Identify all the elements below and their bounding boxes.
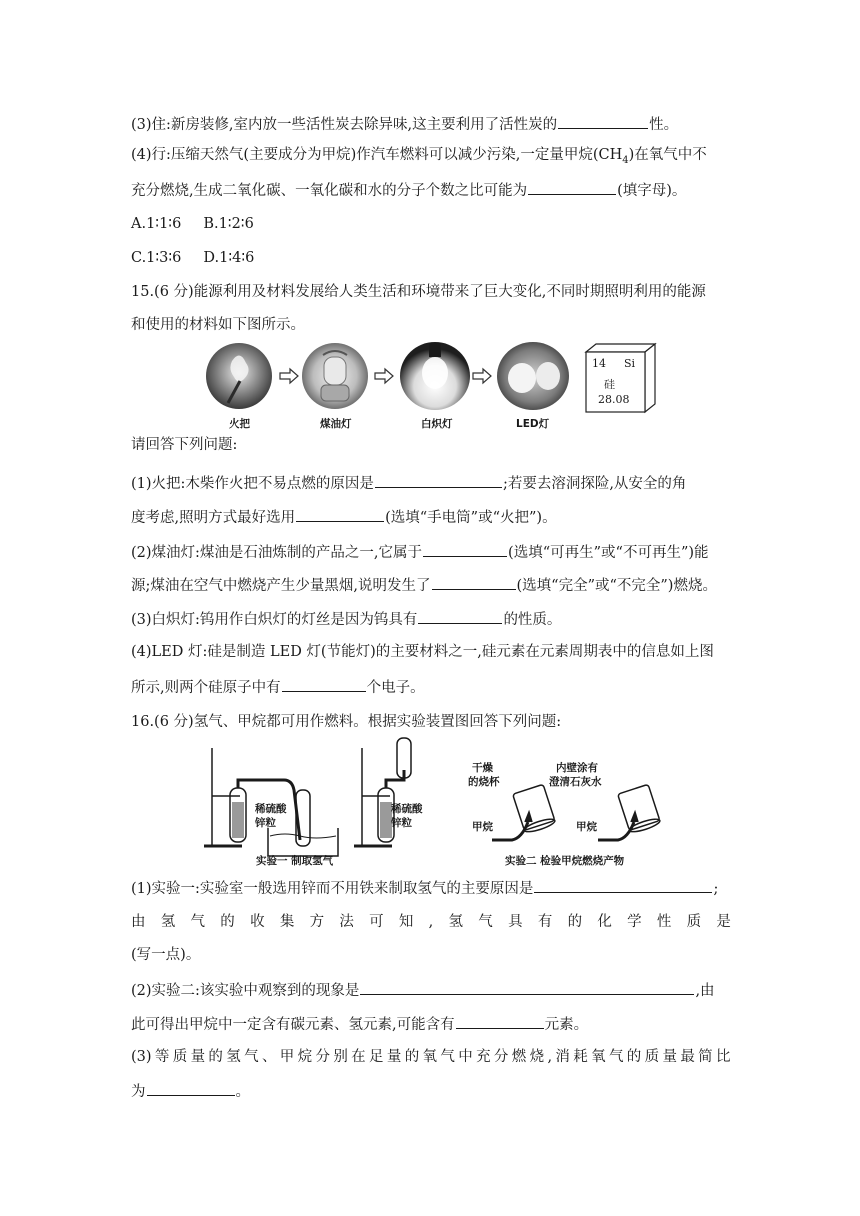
q15-item1-text: (1)火把:木柴作火把不易点燃的原因是 [131,476,374,492]
char: 比 [716,1049,731,1065]
char: 燃 [511,1049,527,1065]
q15-item4-line2-suffix: 个电子。 [366,680,425,696]
char: 氢 [160,914,176,930]
char: 的 [404,1049,420,1065]
dry-beaker [513,784,556,834]
torch-image [206,343,272,409]
char: 量 [190,1049,206,1065]
q16-item1-line1 [131,877,718,899]
char: 气 [190,914,206,930]
char: 气 [244,1049,259,1065]
char: 集 [279,914,295,930]
answer-blank[interactable] [418,608,502,624]
char: 由 [131,914,146,930]
q16-item2-line1 [131,979,715,1001]
char: 等 [154,1049,170,1065]
arrow-icon [280,369,298,383]
char: 充 [476,1049,491,1065]
q14-options-row1 [131,214,254,234]
label-incandescent: 白炽灯 [421,418,453,430]
label-inner-wall-coated: 内壁涂有 [556,762,598,774]
char: 氧 [591,1049,606,1065]
char: 的 [626,1049,642,1065]
char: 气 [608,1049,624,1065]
char: 性 [656,914,672,930]
char: 在 [351,1049,366,1065]
char: 学 [627,914,642,930]
q15-prompt: 请回答下列问题: [131,437,238,453]
q15-item1-line2-text: 度考虑,照明方式最好选用 [131,510,296,526]
q15-item2-line2-text: 源;煤油在空气中燃烧产生少量黑烟,说明发生了 [131,578,431,594]
label-zinc-granules: 锌粒 [255,817,276,829]
char: 简 [698,1049,713,1065]
subscript: 4 [622,154,629,166]
answer-blank[interactable] [147,1080,235,1096]
q16-stem: 16.(6 分)氢气、甲烷都可用作燃料。根据实验装置图回答下列问题: [131,714,562,730]
char: , [428,914,434,930]
option-a: A.1∶1∶6 [131,216,182,232]
label-dry-beaker-2: 的烧杯 [468,776,500,788]
methane-tube-2 [598,822,634,840]
label-torch: 火把 [229,418,250,430]
q16-item2-line2 [131,1013,588,1035]
char: 分 [493,1049,509,1065]
atomic-mass: 28.08 [598,393,630,406]
kerosene-lamp-image [302,343,368,409]
q14-item3 [131,113,678,135]
answer-blank[interactable] [534,877,712,893]
q15-item3 [131,608,561,630]
caption-experiment-1: 实验一 制取氢气 [256,855,334,867]
char: 烷 [297,1049,313,1065]
answer-blank[interactable] [432,574,516,590]
q16-item3-line2 [131,1080,250,1102]
q14-item4-line2-suffix: (填字母)。 [617,183,687,199]
water-trough [268,828,338,856]
q15-item3-suffix: 的性质。 [503,612,562,628]
char: 别 [333,1049,348,1065]
char: 分 [315,1049,330,1065]
q16-item2-line2-text: 此可得出甲烷中一定含有碳元素、氢元素,可能含有 [131,1017,455,1033]
char: 甲 [279,1049,295,1065]
q16-item1-line2 [131,912,731,932]
q14-item3-text: (3)住:新房装修,室内放一些活性炭去除异味,这主要利用了活性炭的 [131,117,558,133]
char: 耗 [573,1049,588,1065]
q16-item1-line3: (写一点)。 [131,947,201,963]
char: 质 [172,1049,188,1065]
label-zinc-granules: 锌粒 [391,817,412,829]
char: 气 [478,914,493,930]
q14-item4-line2 [131,179,686,201]
q15-stem-line2: 和使用的材料如下图所示。 [131,317,305,333]
q15-item2-line2-suffix: (选填“完全”或“不完全”)燃烧。 [516,578,717,594]
q15-item2-suffix: (选填“可再生”或“不可再生”)能 [508,545,709,561]
answer-blank[interactable] [360,979,694,995]
element-name: 硅 [604,378,615,391]
option-b: B.1∶2∶6 [203,216,254,232]
q14-item4-line2-text: 充分燃烧,生成二氧化碳、一氧化碳和水的分子个数之比可能为 [131,183,528,199]
q15-item2-line1 [131,541,709,563]
q15-stem-line1: 15.(6 分)能源利用及材料发展给人类生活和环境带来了巨大变化,不同时期照明利用的能源 [131,284,706,300]
q14-item4-text-end: )在氧气中不 [628,147,707,163]
char: 质 [686,914,702,930]
label-led: LED灯 [516,418,550,430]
char: 可 [369,914,384,930]
q14-item3-suffix: 性。 [649,117,679,133]
char: 最 [680,1049,695,1065]
q16-item3-line2-suffix: 。 [235,1084,250,1100]
char: 中 [458,1049,473,1065]
q15-item2-text: (2)煤油灯:煤油是石油炼制的产品之一,它属于 [131,545,423,561]
arrow-icon [473,369,491,383]
answer-blank[interactable] [528,179,616,195]
atomic-number: 14 [592,357,606,370]
char: 方 [309,914,325,930]
char: 足 [369,1049,384,1065]
char: 量 [662,1049,677,1065]
char: 氢 [448,914,464,930]
q15-item4-line1: (4)LED 灯:硅是制造 LED 灯(节能灯)的主要材料之一,硅元素在元素周期表中的信息如上图 [131,644,714,660]
q16-item2-suffix: ,由 [695,983,715,999]
label-kerosene-lamp: 煤油灯 [320,418,352,430]
char: 烧 [529,1049,545,1065]
arrow-icon [375,369,393,383]
label-dilute-sulfuric-acid: 稀硫酸 [255,803,287,815]
delivery-tube-2 [386,770,404,788]
option-c: C.1∶3∶6 [131,250,182,266]
label-limewater: 澄清石灰水 [549,776,602,788]
char: 具 [508,914,523,930]
char: 有 [537,914,553,930]
char: 的 [567,914,583,930]
q16-item2-line2-suffix: 元素。 [544,1017,589,1033]
q16-item3-line2-text: 为 [131,1084,146,1100]
option-d: D.1∶4∶6 [203,250,255,266]
answer-blank[interactable] [456,1013,544,1029]
char: 氧 [422,1049,438,1065]
q14-options-row2 [131,248,254,268]
q15-item3-text: (3)白炽灯:钨用作白炽灯的灯丝是因为钨具有 [131,612,418,628]
answer-blank[interactable] [375,472,502,488]
char: 的 [208,1049,223,1065]
char: 氢 [226,1049,241,1065]
char: 法 [339,914,354,930]
q16-item1-suffix: ; [713,881,719,897]
q15-item1-line1 [131,472,686,494]
q16-item2-text: (2)实验二:该实验中观察到的现象是 [131,983,360,999]
answer-blank[interactable] [282,676,366,692]
label-methane: 甲烷 [576,821,597,833]
q15-item1-suffix: ;若要去溶洞探险,从安全的角 [502,476,687,492]
caption-experiment-2: 实验二 检验甲烷燃烧产物 [505,855,625,867]
char: 量 [386,1049,402,1065]
char: , [547,1049,553,1065]
incandescent-bulb-image [400,342,470,410]
q14-item4-text: (4)行:压缩天然气(主要成分为甲烷)作汽车燃料可以减少污染,一定量甲烷(CH [131,147,623,163]
answer-blank[interactable] [423,541,507,557]
char: 、 [261,1049,277,1065]
char: 质 [644,1049,660,1065]
char: 收 [250,914,265,930]
q16-item1-text: (1)实验一:实验室一般选用锌而不用铁来制取氢气的主要原因是 [131,881,534,897]
q15-item1-line2 [131,506,557,528]
label-dilute-sulfuric-acid: 稀硫酸 [391,803,423,815]
label-dry-beaker: 干燥 [472,762,493,774]
char: 消 [555,1049,570,1065]
label-methane: 甲烷 [472,821,493,833]
element-symbol: Si [624,357,636,370]
char: 的 [220,914,235,930]
q15-item1-line2-suffix: (选填“手电筒”或“火把”)。 [385,510,557,526]
q15-item4-line2 [131,676,425,698]
char: 是 [716,914,731,930]
char: (3) [131,1049,152,1065]
answer-blank[interactable] [558,113,648,129]
char: 化 [597,914,612,930]
answer-blank[interactable] [296,506,384,522]
q14-item4-line1 [131,145,707,171]
q15-item4-line2-text: 所示,则两个硅原子中有 [131,680,281,696]
led-lamp-image [497,342,569,410]
limewater-beaker [618,784,661,834]
q15-item2-line2 [131,574,717,596]
char: 知 [398,914,414,930]
q16-item3-line1 [131,1047,731,1067]
char: 气 [440,1049,455,1065]
